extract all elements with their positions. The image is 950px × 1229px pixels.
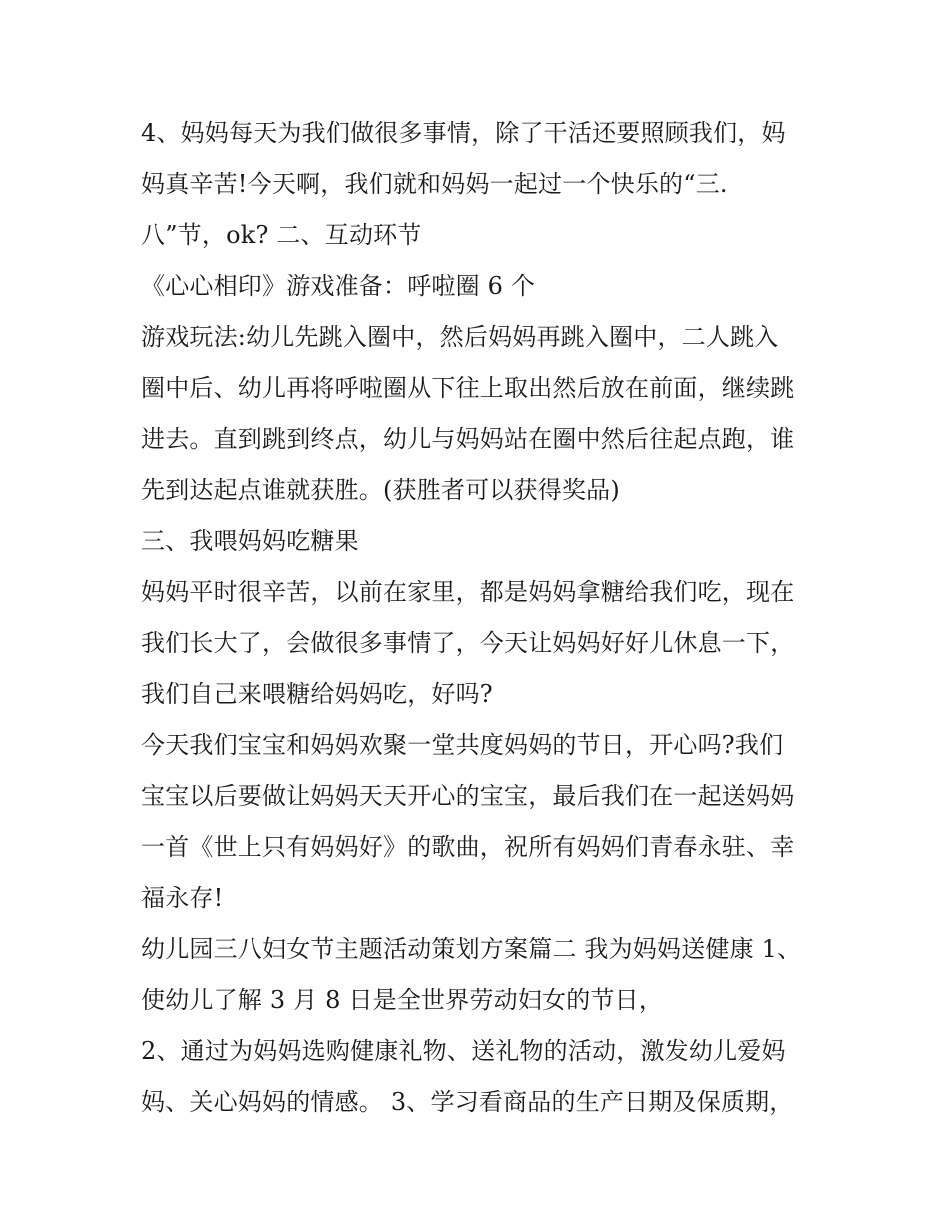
text-line: 妈、关心妈妈的情感。 3、学习看商品的生产日期及保质期， bbox=[141, 1088, 794, 1116]
text-line: 使幼儿了解 3 月 8 日是全世界劳动妇女的节日， bbox=[141, 986, 664, 1014]
text-line: 我们长大了，会做很多事情了，今天让妈妈好好儿休息一下， bbox=[141, 629, 795, 657]
section-heading: 幼儿园三八妇女节主题活动策划方案篇二 我为妈妈送健康 1、 bbox=[141, 935, 802, 963]
text-line: 4、妈妈每天为我们做很多事情，除了干活还要照顾我们，妈 bbox=[141, 119, 786, 147]
text-line: 进去。直到跳到终点，幼儿与妈妈站在圈中然后往起点跑，谁 bbox=[141, 425, 795, 453]
text-line: 我们自己来喂糖给妈妈吃，好吗? bbox=[141, 680, 493, 708]
document-body bbox=[141, 108, 821, 1128]
text-line: 一首《世上只有妈妈好》的歌曲，祝所有妈妈们青春永驻、幸 bbox=[141, 833, 795, 861]
text-line: 宝宝以后要做让妈妈天天开心的宝宝，最后我们在一起送妈妈 bbox=[141, 782, 795, 810]
section-heading: 三、我喂妈妈吃糖果 bbox=[141, 527, 359, 555]
text-line: 妈妈平时很辛苦，以前在家里，都是妈妈拿糖给我们吃，现在 bbox=[141, 578, 795, 606]
text-line: 《心心相印》游戏准备：呼啦圈 6 个 bbox=[141, 272, 536, 300]
text-line: 福永存! bbox=[141, 884, 224, 912]
text-line: 游戏玩法:幼儿先跳入圈中，然后妈妈再跳入圈中，二人跳入 bbox=[141, 323, 779, 351]
text-line: 圈中后、幼儿再将呼啦圈从下往上取出然后放在前面，继续跳 bbox=[141, 374, 795, 402]
text-line: 八”节，ok? 二、互动环节 bbox=[141, 221, 422, 249]
text-line: 今天我们宝宝和妈妈欢聚一堂共度妈妈的节日，开心吗?我们 bbox=[141, 731, 784, 759]
text-line: 2、通过为妈妈选购健康礼物、送礼物的活动，激发幼儿爱妈 bbox=[141, 1037, 786, 1065]
text-line: 妈真辛苦!今天啊，我们就和妈妈一起过一个快乐的“三. bbox=[141, 170, 728, 198]
text-line: 先到达起点谁就获胜。(获胜者可以获得奖品) bbox=[141, 476, 620, 504]
